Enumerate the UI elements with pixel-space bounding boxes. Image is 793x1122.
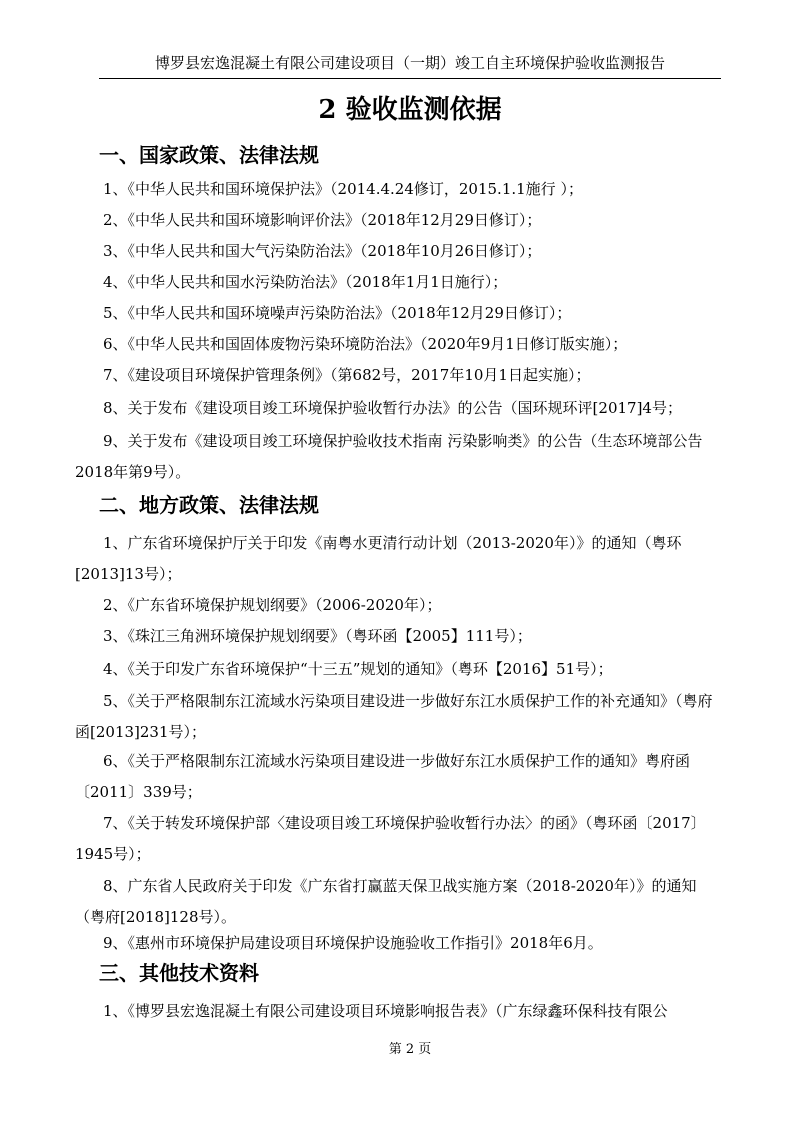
list-item: 4、《中华人民共和国水污染防治法》（2018年1月1日施行）；	[103, 273, 508, 291]
list-item: 8、关于发布《建设项目竣工环境保护验收暂行办法》的公告（国环规环评[2017]4号；	[103, 399, 682, 417]
header-title: 博罗县宏逸混凝土有限公司建设项目（一期）竣工自主环境保护验收监测报告	[154, 54, 665, 72]
section-heading-local: 二、地方政策、法律法规	[99, 493, 319, 517]
list-item: 9、《惠州市环境保护局建设项目环境保护设施验收工作指引》2018年6月。	[103, 934, 603, 952]
section-heading-other: 三、其他技术资料	[99, 961, 259, 985]
list-item: 2、《中华人民共和国环境影响评价法》（2018年12月29日修订）；	[103, 211, 542, 229]
list-item: 7、《关于转发环境保护部〈建设项目竣工环境保护验收暂行办法〉的函》（粤环函〔2017〕1945号）；	[75, 814, 706, 863]
list-item: 1、《博罗县宏逸混凝土有限公司建设项目环境影响报告表》（广东绿鑫环保科技有限公	[103, 1002, 668, 1020]
list-item: 6、《关于严格限制东江流域水污染项目建设进一步做好东江水质保护工作的通知》粤府函〔2011〕339号；	[75, 752, 691, 801]
header-rule	[99, 78, 721, 79]
list-item: 6、《中华人民共和国固体废物污染环境防治法》（2020年9月1日修订版实施）；	[103, 335, 628, 353]
list-item: 2、《广东省环境保护规划纲要》（2006-2020年）；	[103, 596, 442, 614]
page-title: 2 验收监测依据	[318, 95, 502, 125]
list-item: 4、《关于印发广东省环境保护“十三五”规划的通知》（粤环【2016】51号）；	[103, 660, 613, 678]
page-number: 第 2 页	[388, 1042, 432, 1057]
list-item: 1、广东省环境保护厅关于印发《南粤水更清行动计划（2013-2020年）》的通知（粤环[2013]13号）；	[75, 534, 682, 583]
list-item: 5、《中华人民共和国环境噪声污染防治法》（2018年12月29日修订）；	[103, 304, 572, 322]
list-item: 8、广东省人民政府关于印发《广东省打赢蓝天保卫战实施方案（2018-2020年）》的通知（粤府[2018]128号）。	[75, 877, 697, 926]
list-item: 9、关于发布《建设项目竣工环境保护验收技术指南 污染影响类》的公告（生态环境部公告2018年第9号）。	[75, 432, 703, 481]
list-item: 3、《珠江三角洲环境保护规划纲要》（粤环函【2005】111号）；	[103, 627, 532, 645]
list-item: 5、《关于严格限制东江流域水污染项目建设进一步做好东江水质保护工作的补充通知》（粤府函[2013]231号）；	[75, 692, 713, 741]
section-heading-national: 一、国家政策、法律法规	[99, 143, 319, 167]
list-item: 1、《中华人民共和国环境保护法》（2014.4.24修订，2015.1.1施行 ）；	[103, 180, 583, 198]
list-item: 3、《中华人民共和国大气污染防治法》（2018年10月26日修订）；	[103, 242, 542, 260]
list-item: 7、《建设项目环境保护管理条例》（第682号，2017年10月1日起实施）；	[103, 366, 591, 384]
